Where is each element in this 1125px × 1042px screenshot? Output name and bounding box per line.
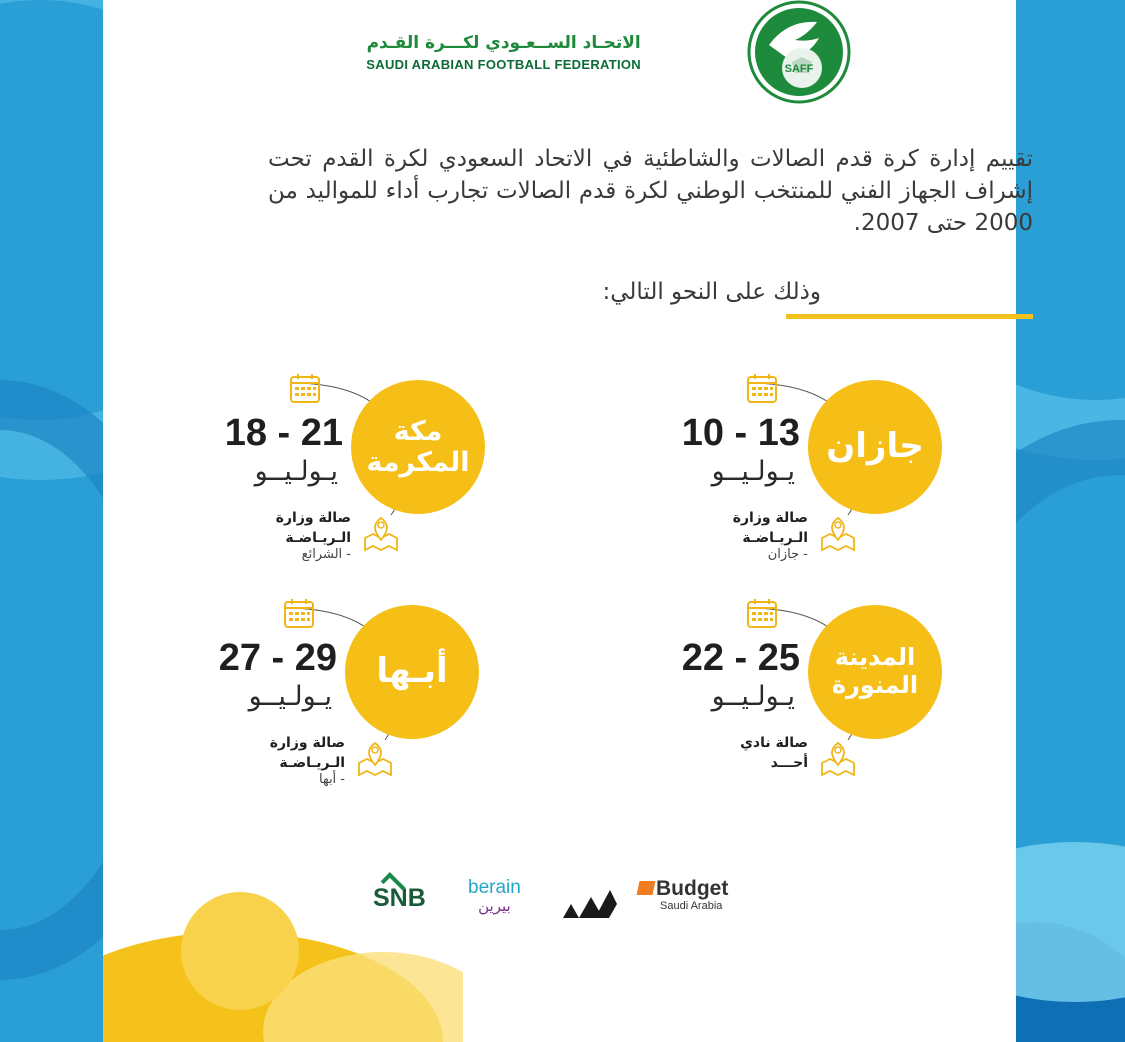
calendar-icon xyxy=(746,597,778,629)
poster-card xyxy=(103,0,1033,1042)
location-pin-icon xyxy=(818,510,858,552)
snb-logo: SNB xyxy=(373,884,426,913)
intro-paragraph: تقييم إدارة كرة قدم الصالات والشاطئية في الاتحاد السعودي لكرة القدم تحت إشراف الجهاز الفني للمنتخب الوطني لكرة قدم الصالات تجارب أداء للمواليد من 2000 حتى 2007. xyxy=(268,146,1033,236)
event-month: يـولـيــو xyxy=(248,681,332,712)
brand-english: SAUDI ARABIAN FOOTBALL FEDERATION xyxy=(366,57,641,72)
location-pin-icon xyxy=(818,735,858,777)
event-dates: 22 - 25 xyxy=(681,637,800,679)
subheading: وذلك على النحو التالي: xyxy=(602,279,821,305)
city-circle: أبـها xyxy=(345,605,479,739)
budget-mark-icon xyxy=(637,881,656,895)
venue-name: صالة نادي أحـــد xyxy=(740,735,808,771)
calendar-icon xyxy=(289,372,321,404)
adidas-logo-icon xyxy=(563,888,617,918)
venue-name: صالة وزارة الـريـاضـة xyxy=(275,510,351,546)
event-dates: 18 - 21 xyxy=(224,412,343,454)
brand-arabic: الاتحـاد الســعـودي لكـــرة القـدم xyxy=(366,33,641,53)
city-circle: مكة المكرمة xyxy=(351,380,485,514)
venue-city: - الشرائع xyxy=(301,547,351,562)
location-pin-icon xyxy=(355,735,395,777)
event-abha xyxy=(105,595,465,805)
logo-text: SAFF xyxy=(784,63,814,75)
event-dates: 10 - 13 xyxy=(681,412,800,454)
saff-logo-icon xyxy=(747,0,851,104)
city-circle: المدينة المنورة xyxy=(808,605,942,739)
event-month: يـولـيــو xyxy=(711,456,795,487)
event-makkah xyxy=(111,370,471,580)
brand-text xyxy=(366,33,641,72)
budget-logo: Budget Saudi Arabia xyxy=(638,878,728,912)
berain-logo: berain بيرين xyxy=(468,877,521,915)
venue-city: - جازان xyxy=(767,547,808,562)
event-month: يـولـيــو xyxy=(711,681,795,712)
event-month: يـولـيــو xyxy=(254,456,338,487)
yellow-decoration xyxy=(103,892,463,1042)
calendar-icon xyxy=(283,597,315,629)
subheading-underline xyxy=(786,314,1033,319)
venue-name: صالة وزارة الـريـاضـة xyxy=(269,735,345,771)
header xyxy=(366,0,641,105)
calendar-icon xyxy=(746,372,778,404)
event-madinah xyxy=(568,595,928,805)
location-pin-icon xyxy=(361,510,401,552)
event-jazan xyxy=(568,370,928,580)
venue-city: - أبها xyxy=(318,772,345,787)
city-circle: جازان xyxy=(808,380,942,514)
event-dates: 27 - 29 xyxy=(218,637,337,679)
venue-name: صالة وزارة الـريـاضـة xyxy=(732,510,808,546)
